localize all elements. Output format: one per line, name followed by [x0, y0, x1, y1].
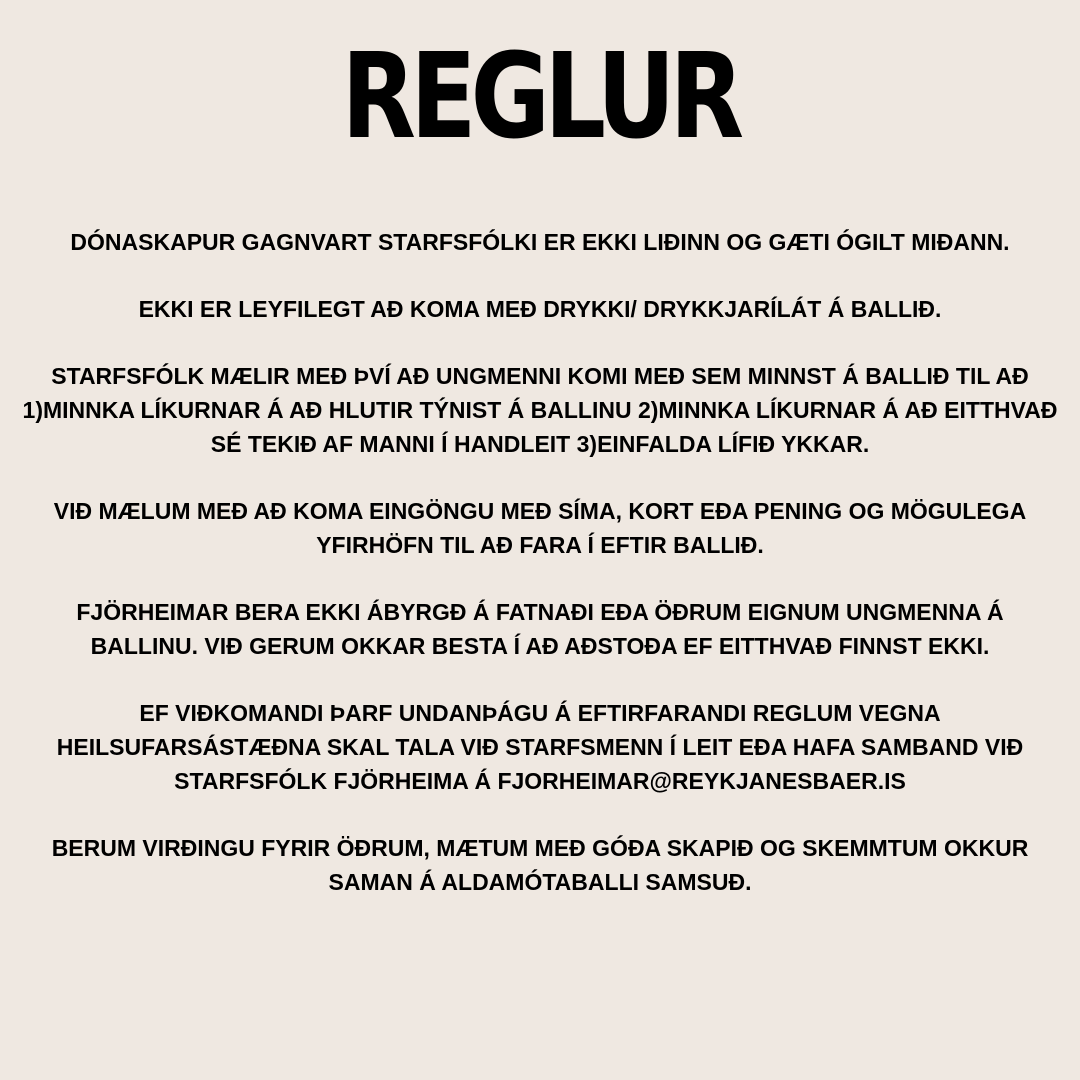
- rule-item: EKKI ER LEYFILEGT AÐ KOMA MEÐ DRYKKI/ DRYKKJARÍLÁT Á BALLIÐ.: [138, 296, 942, 322]
- rule-item: FJÖRHEIMAR BERA EKKI ÁBYRGÐ Á FATNAÐI EÐA ÖÐRUM EIGNUM UNGMENNA Á BALLINU. VIÐ GERUM OKKAR BESTA Í AÐ AÐSTOÐA EF EITTHVAÐ FINNST EKKI.: [76, 599, 1004, 659]
- rule-item: BERUM VIRÐINGU FYRIR ÖÐRUM, MÆTUM MEÐ GÓÐA SKAPIÐ OG SKEMMTUM OKKUR SAMAN Á ALDAMÓTABALLI SAMSUÐ.: [51, 835, 1029, 895]
- rule-item: EF VIÐKOMANDI ÞARF UNDANÞÁGU Á EFTIRFARANDI REGLUM VEGNA HEILSUFARSÁSTÆÐNA SKAL TALA VIÐ STARFSMENN Í LEIT EÐA HAFA SAMBAND VIÐ STARFSFÓLK FJÖRHEIMA Á FJORHEIMAR@REYKJANESBAER.IS: [56, 700, 1024, 794]
- rule-item: DÓNASKAPUR GAGNVART STARFSFÓLKI ER EKKI LIÐINN OG GÆTI ÓGILT MIÐANN.: [70, 229, 1010, 255]
- rule-item: VIÐ MÆLUM MEÐ AÐ KOMA EINGÖNGU MEÐ SÍMA, KORT EÐA PENING OG MÖGULEGA YFIRHÖFN TIL AÐ FARA Í EFTIR BALLIÐ.: [53, 498, 1027, 558]
- page-title: REGLUR: [341, 27, 739, 165]
- rules-list: [20, 225, 1060, 932]
- rule-item: STARFSFÓLK MÆLIR MEÐ ÞVÍ AÐ UNGMENNI KOMI MEÐ SEM MINNST Á BALLIÐ TIL AÐ 1)MINNKA LÍKURNAR Á AÐ HLUTIR TÝNIST Á BALLINU 2)MINNKA LÍKURNAR Á AÐ EITTHVAÐ SÉ TEKIÐ AF MANNI Í HANDLEIT 3)EINFALDA LÍFIÐ YKKAR.: [22, 363, 1058, 457]
